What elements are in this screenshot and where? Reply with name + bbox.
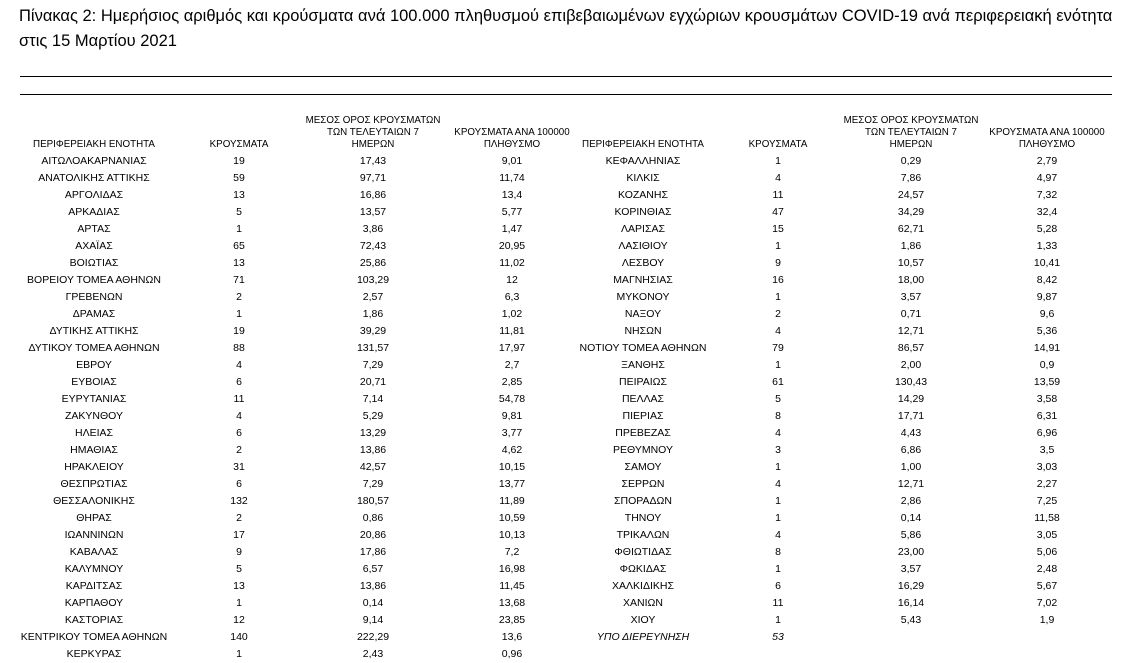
cell-cases: 6 [775,580,781,592]
cell-region: ΑΧΑΪΑΣ [75,240,113,252]
cell-cases: 79 [772,342,784,354]
cell-avg7: 5,29 [362,410,384,422]
cell-region: ΚΙΛΚΙΣ [626,172,660,184]
cell-region: ΚΕΦΑΛΛΗΝΙΑΣ [605,155,681,167]
cell-cases: 11 [772,597,784,609]
cell-per100k: 7,2 [504,546,520,558]
cell-per100k: 11,89 [499,495,525,507]
cell-per100k: 32,4 [1036,206,1058,218]
cell-per100k: 0,9 [1039,359,1055,371]
table-caption: Πίνακας 2: Ημερήσιος αριθμός και κρούσματα ανά 100.000 πληθυσμού επιβεβαιωμένων εγχώριων κρουσμάτων COVID-19 ανά περιφερειακή ενότητα στις 15 Μαρτίου 2021 [19,7,1113,50]
cell-avg7: 16,29 [897,580,925,592]
cell-per100k: 5,28 [1036,223,1058,235]
cell-per100k: 2,7 [504,359,520,371]
cell-cases: 65 [233,240,245,252]
cell-avg7: 34,29 [897,206,925,218]
cell-region: ΚΑΡΠΑΘΟΥ [64,597,124,609]
cell-per100k: 10,59 [498,512,526,524]
cell-avg7: 0,86 [362,512,384,524]
cell-cases: 1 [775,614,781,626]
cell-per100k: 5,36 [1036,325,1058,337]
cell-cases: 3 [775,444,781,456]
cell-region: ΧΙΟΥ [630,614,656,626]
cell-cases: 4 [775,172,781,184]
cell-region: ΑΡΤΑΣ [77,223,111,235]
cell-region: ΦΩΚΙΔΑΣ [619,563,667,575]
cell-cases: 12 [233,614,245,626]
cell-cases: 132 [230,495,248,507]
cell-avg7: 2,86 [900,495,922,507]
cell-avg7: 222,29 [356,631,390,643]
cell-per100k: 3,5 [1039,444,1055,456]
cell-cases: 13 [233,189,245,201]
cell-per100k: 6,3 [504,291,520,303]
cell-region: ΓΡΕΒΕΝΩΝ [65,291,123,303]
cell-cases: 61 [772,376,784,388]
cell-cases: 47 [772,206,784,218]
cell-avg7: 13,86 [359,444,387,456]
cell-avg7: 13,86 [359,580,387,592]
cell-cases: 53 [772,631,784,643]
cell-cases: 4 [775,325,781,337]
cell-avg7: 16,86 [359,189,387,201]
cell-region: ΗΛΕΙΑΣ [74,427,113,439]
cell-region: ΚΟΖΑΝΗΣ [618,189,668,201]
cell-avg7: 7,86 [900,172,922,184]
cell-region: ΑΝΑΤΟΛΙΚΗΣ ΑΤΤΙΚΗΣ [38,172,150,184]
cell-cases: 2 [236,512,242,524]
cell-avg7: 6,57 [362,563,384,575]
cell-per100k: 7,32 [1036,189,1058,201]
cell-avg7: 62,71 [897,223,925,235]
cell-cases: 59 [233,172,245,184]
cell-region: ΚΑΛΥΜΝΟΥ [64,563,124,575]
cell-region: ΙΩΑΝΝΙΝΩΝ [64,529,124,541]
cell-avg7: 5,86 [900,529,922,541]
cell-cases: 1 [236,308,242,320]
cell-per100k: 9,87 [1036,291,1058,303]
cell-cases: 140 [230,631,248,643]
cell-avg7: 103,29 [356,274,390,286]
cell-per100k: 3,77 [501,427,523,439]
cell-region: ΝΑΞΟΥ [624,308,662,320]
cell-avg7: 86,57 [897,342,925,354]
cell-region: ΔΥΤΙΚΗΣ ΑΤΤΙΚΗΣ [49,325,139,337]
cell-per100k: 13,59 [1033,376,1061,388]
cell-region: ΕΥΡΥΤΑΝΙΑΣ [61,393,127,405]
cell-region: ΡΕΘΥΜΝΟΥ [612,444,673,456]
cell-avg7: 25,86 [359,257,387,269]
cell-avg7: 12,71 [897,478,925,490]
cell-region: ΚΑΣΤΟΡΙΑΣ [64,614,124,626]
cell-region: ΠΙΕΡΙΑΣ [622,410,664,422]
cell-region: ΣΠΟΡΑΔΩΝ [614,495,672,507]
cell-per100k: 9,01 [501,155,523,167]
cell-per100k: 1,47 [501,223,523,235]
cell-per100k: 9,6 [1039,308,1055,320]
cell-region: ΠΕΙΡΑΙΩΣ [619,376,667,388]
cell-per100k: 54,78 [498,393,526,405]
cell-region: ΑΡΚΑΔΙΑΣ [68,206,120,218]
cell-avg7: 2,57 [362,291,384,303]
cell-per100k: 9,81 [501,410,523,422]
cell-region: ΠΡΕΒΕΖΑΣ [615,427,671,439]
cell-avg7: 2,00 [900,359,922,371]
cell-avg7: 7,29 [362,359,384,371]
cell-per100k: 6,31 [1036,410,1058,422]
cell-avg7: 10,57 [897,257,925,269]
cell-cases: 1 [775,291,781,303]
cell-avg7: 14,29 [897,393,925,405]
cell-region: ΦΘΙΩΤΙΔΑΣ [614,546,672,558]
column-header-cases: ΚΡΟΥΣΜΑΤΑ [209,139,269,150]
cell-cases: 11 [233,393,245,405]
cell-per100k: 14,91 [1033,342,1061,354]
cell-cases: 31 [233,461,245,473]
cell-avg7: 18,00 [897,274,925,286]
cell-region: ΒΟΡΕΙΟΥ ΤΟΜΕΑ ΑΘΗΝΩΝ [27,274,161,286]
cell-avg7: 17,43 [359,155,387,167]
cell-cases: 4 [775,427,781,439]
cell-avg7: 7,14 [362,393,384,405]
cell-cases: 6 [236,478,242,490]
cell-per100k: 6,96 [1036,427,1058,439]
cell-avg7: 1,86 [362,308,384,320]
cell-region: ΧΑΛΚΙΔΙΚΗΣ [612,580,674,592]
cell-region: ΣΑΜΟΥ [624,461,662,473]
cell-per100k: 11,02 [499,257,525,269]
cell-cases: 8 [775,410,781,422]
cell-avg7: 180,57 [356,495,390,507]
cell-cases: 13 [233,580,245,592]
cell-avg7: 23,00 [897,546,925,558]
cell-region: ΚΑΒΑΛΑΣ [69,546,119,558]
cell-avg7: 42,57 [359,461,387,473]
cell-cases: 6 [236,427,242,439]
cell-region: ΘΕΣΣΑΛΟΝΙΚΗΣ [53,495,135,507]
cell-region: ΞΑΝΘΗΣ [621,359,665,371]
cell-region: ΠΕΛΛΑΣ [621,393,665,405]
column-header-per100k: ΚΡΟΥΣΜΑΤΑ ΑΝΑ 100000 ΠΛΗΘΥΣΜΟ [454,127,570,150]
cell-per100k: 2,27 [1036,478,1058,490]
column-header-avg7: ΜΕΣΟΣ ΟΡΟΣ ΚΡΟΥΣΜΑΤΩΝ ΤΩΝ ΤΕΛΕΥΤΑΙΩΝ 7 ΗΜΕΡΩΝ [305,115,441,150]
cell-avg7: 6,86 [900,444,922,456]
cell-cases: 2 [775,308,781,320]
cell-cases: 1 [236,597,242,609]
cell-per100k: 11,58 [1034,512,1060,524]
cell-avg7: 17,71 [897,410,925,422]
cell-cases: 11 [772,189,784,201]
cell-per100k: 11,45 [499,580,525,592]
cell-per100k: 1,33 [1036,240,1058,252]
cell-region: ΔΥΤΙΚΟΥ ΤΟΜΕΑ ΑΘΗΝΩΝ [28,342,160,354]
cell-region: ΚΕΡΚΥΡΑΣ [66,648,122,660]
cell-cases: 5 [236,206,242,218]
cell-region: ΚΟΡΙΝΘΙΑΣ [614,206,672,218]
cell-cases: 8 [775,546,781,558]
cell-cases: 17 [233,529,245,541]
cell-region: ΒΟΙΩΤΙΑΣ [69,257,119,269]
cell-avg7: 12,71 [897,325,925,337]
cell-cases: 5 [775,393,781,405]
cell-region: ΔΡΑΜΑΣ [72,308,116,320]
cell-per100k: 7,25 [1036,495,1058,507]
cell-region: ΑΡΓΟΛΙΔΑΣ [64,189,124,201]
cell-region: ΤΡΙΚΑΛΩΝ [616,529,670,541]
cell-cases: 9 [236,546,242,558]
cell-region: ΥΠΟ ΔΙΕΡΕΥΝΗΣΗ [596,631,690,643]
cell-avg7: 97,71 [359,172,387,184]
cell-per100k: 17,97 [498,342,526,354]
cell-per100k: 1,9 [1039,614,1055,626]
cell-cases: 16 [772,274,784,286]
cell-region: ΛΕΣΒΟΥ [621,257,665,269]
cell-avg7: 2,43 [362,648,384,660]
cell-cases: 4 [236,410,242,422]
cell-avg7: 5,43 [900,614,922,626]
cell-per100k: 3,03 [1036,461,1058,473]
cell-cases: 5 [236,563,242,575]
cell-per100k: 5,67 [1036,580,1058,592]
cell-avg7: 4,43 [900,427,922,439]
cell-per100k: 8,42 [1036,274,1058,286]
cell-cases: 2 [236,444,242,456]
cell-avg7: 131,57 [356,342,390,354]
cell-region: ΖΑΚΥΝΘΟΥ [64,410,123,422]
cell-region: ΕΥΒΟΙΑΣ [71,376,117,388]
cell-avg7: 0,14 [900,512,922,524]
cell-avg7: 20,86 [359,529,387,541]
cell-avg7: 130,43 [894,376,928,388]
top-rule [20,76,1112,77]
cell-cases: 4 [775,478,781,490]
cell-cases: 4 [775,529,781,541]
cell-avg7: 0,14 [362,597,384,609]
cell-cases: 19 [233,325,245,337]
cell-per100k: 10,41 [1033,257,1061,269]
cell-per100k: 3,58 [1036,393,1058,405]
cell-avg7: 72,43 [359,240,387,252]
cell-region: ΛΑΣΙΘΙΟΥ [618,240,668,252]
cell-cases: 1 [775,512,781,524]
cell-region: ΗΡΑΚΛΕΙΟΥ [64,461,124,473]
cell-cases: 1 [775,495,781,507]
column-header-avg7: ΜΕΣΟΣ ΟΡΟΣ ΚΡΟΥΣΜΑΤΩΝ ΤΩΝ ΤΕΛΕΥΤΑΙΩΝ 7 ΗΜΕΡΩΝ [843,115,979,150]
header-rule [20,94,1112,95]
cell-per100k: 2,85 [501,376,523,388]
cell-per100k: 13,68 [498,597,526,609]
cell-region: ΗΜΑΘΙΑΣ [70,444,118,456]
cell-per100k: 5,06 [1036,546,1058,558]
cell-cases: 1 [775,461,781,473]
cell-cases: 9 [775,257,781,269]
cell-per100k: 13,77 [498,478,526,490]
cell-per100k: 10,15 [498,461,526,473]
cell-cases: 15 [772,223,784,235]
cell-per100k: 0,96 [501,648,523,660]
cell-avg7: 1,86 [900,240,922,252]
cell-per100k: 11,74 [499,172,525,184]
cell-region: ΧΑΝΙΩΝ [623,597,663,609]
cell-cases: 71 [233,274,245,286]
cell-avg7: 39,29 [359,325,387,337]
cell-per100k: 4,97 [1036,172,1058,184]
cell-region: ΛΑΡΙΣΑΣ [621,223,665,235]
cell-region: ΑΙΤΩΛΟΑΚΑΡΝΑΝΙΑΣ [41,155,147,167]
cell-region: ΝΗΣΩΝ [624,325,662,337]
cell-per100k: 20,95 [498,240,526,252]
cell-cases: 1 [775,240,781,252]
cell-avg7: 13,29 [359,427,387,439]
cell-region: ΚΑΡΔΙΤΣΑΣ [65,580,123,592]
cell-cases: 13 [233,257,245,269]
cell-region: ΜΥΚΟΝΟΥ [616,291,670,303]
cell-region: ΕΒΡΟΥ [76,359,112,371]
cell-cases: 4 [236,359,242,371]
cell-region: ΝΟΤΙΟΥ ΤΟΜΕΑ ΑΘΗΝΩΝ [579,342,707,354]
cell-per100k: 2,79 [1036,155,1058,167]
cell-region: ΘΕΣΠΡΩΤΙΑΣ [60,478,128,490]
cell-avg7: 16,14 [897,597,925,609]
cell-per100k: 12 [506,274,518,286]
cell-avg7: 3,57 [900,563,922,575]
cell-avg7: 0,71 [900,308,922,320]
cell-avg7: 3,57 [900,291,922,303]
cell-cases: 6 [236,376,242,388]
cell-avg7: 17,86 [359,546,387,558]
cell-per100k: 1,02 [501,308,523,320]
cell-per100k: 23,85 [498,614,526,626]
cell-per100k: 2,48 [1036,563,1058,575]
cell-cases: 88 [233,342,245,354]
cell-per100k: 13,6 [501,631,523,643]
cell-region: ΤΗΝΟΥ [624,512,662,524]
cell-per100k: 11,81 [499,325,525,337]
column-header-per100k: ΚΡΟΥΣΜΑΤΑ ΑΝΑ 100000 ΠΛΗΘΥΣΜΟ [989,127,1105,150]
cell-avg7: 24,57 [897,189,925,201]
cell-region: ΘΗΡΑΣ [76,512,112,524]
cell-per100k: 7,02 [1036,597,1058,609]
cell-avg7: 9,14 [362,614,384,626]
cell-avg7: 13,57 [359,206,387,218]
cell-cases: 1 [775,563,781,575]
cell-cases: 1 [775,359,781,371]
cell-region: ΜΑΓΝΗΣΙΑΣ [613,274,673,286]
cell-per100k: 13,4 [501,189,523,201]
cell-avg7: 3,86 [362,223,384,235]
cell-per100k: 10,13 [498,529,526,541]
cell-per100k: 3,05 [1036,529,1058,541]
cell-per100k: 4,62 [501,444,523,456]
cell-region: ΣΕΡΡΩΝ [621,478,665,490]
cell-cases: 1 [236,648,242,660]
cell-cases: 1 [775,155,781,167]
column-header-region: ΠΕΡΙΦΕΡΕΙΑΚΗ ΕΝΟΤΗΤΑ [582,139,704,150]
column-header-region: ΠΕΡΙΦΕΡΕΙΑΚΗ ΕΝΟΤΗΤΑ [33,139,155,150]
cell-cases: 2 [236,291,242,303]
cell-avg7: 7,29 [362,478,384,490]
cell-per100k: 16,98 [498,563,526,575]
cell-cases: 19 [233,155,245,167]
cell-region: ΚΕΝΤΡΙΚΟΥ ΤΟΜΕΑ ΑΘΗΝΩΝ [20,631,168,643]
cell-avg7: 20,71 [359,376,387,388]
cell-per100k: 5,77 [501,206,523,218]
column-header-cases: ΚΡΟΥΣΜΑΤΑ [748,139,808,150]
cell-avg7: 0,29 [900,155,922,167]
cell-cases: 1 [236,223,242,235]
cell-avg7: 1,00 [900,461,922,473]
